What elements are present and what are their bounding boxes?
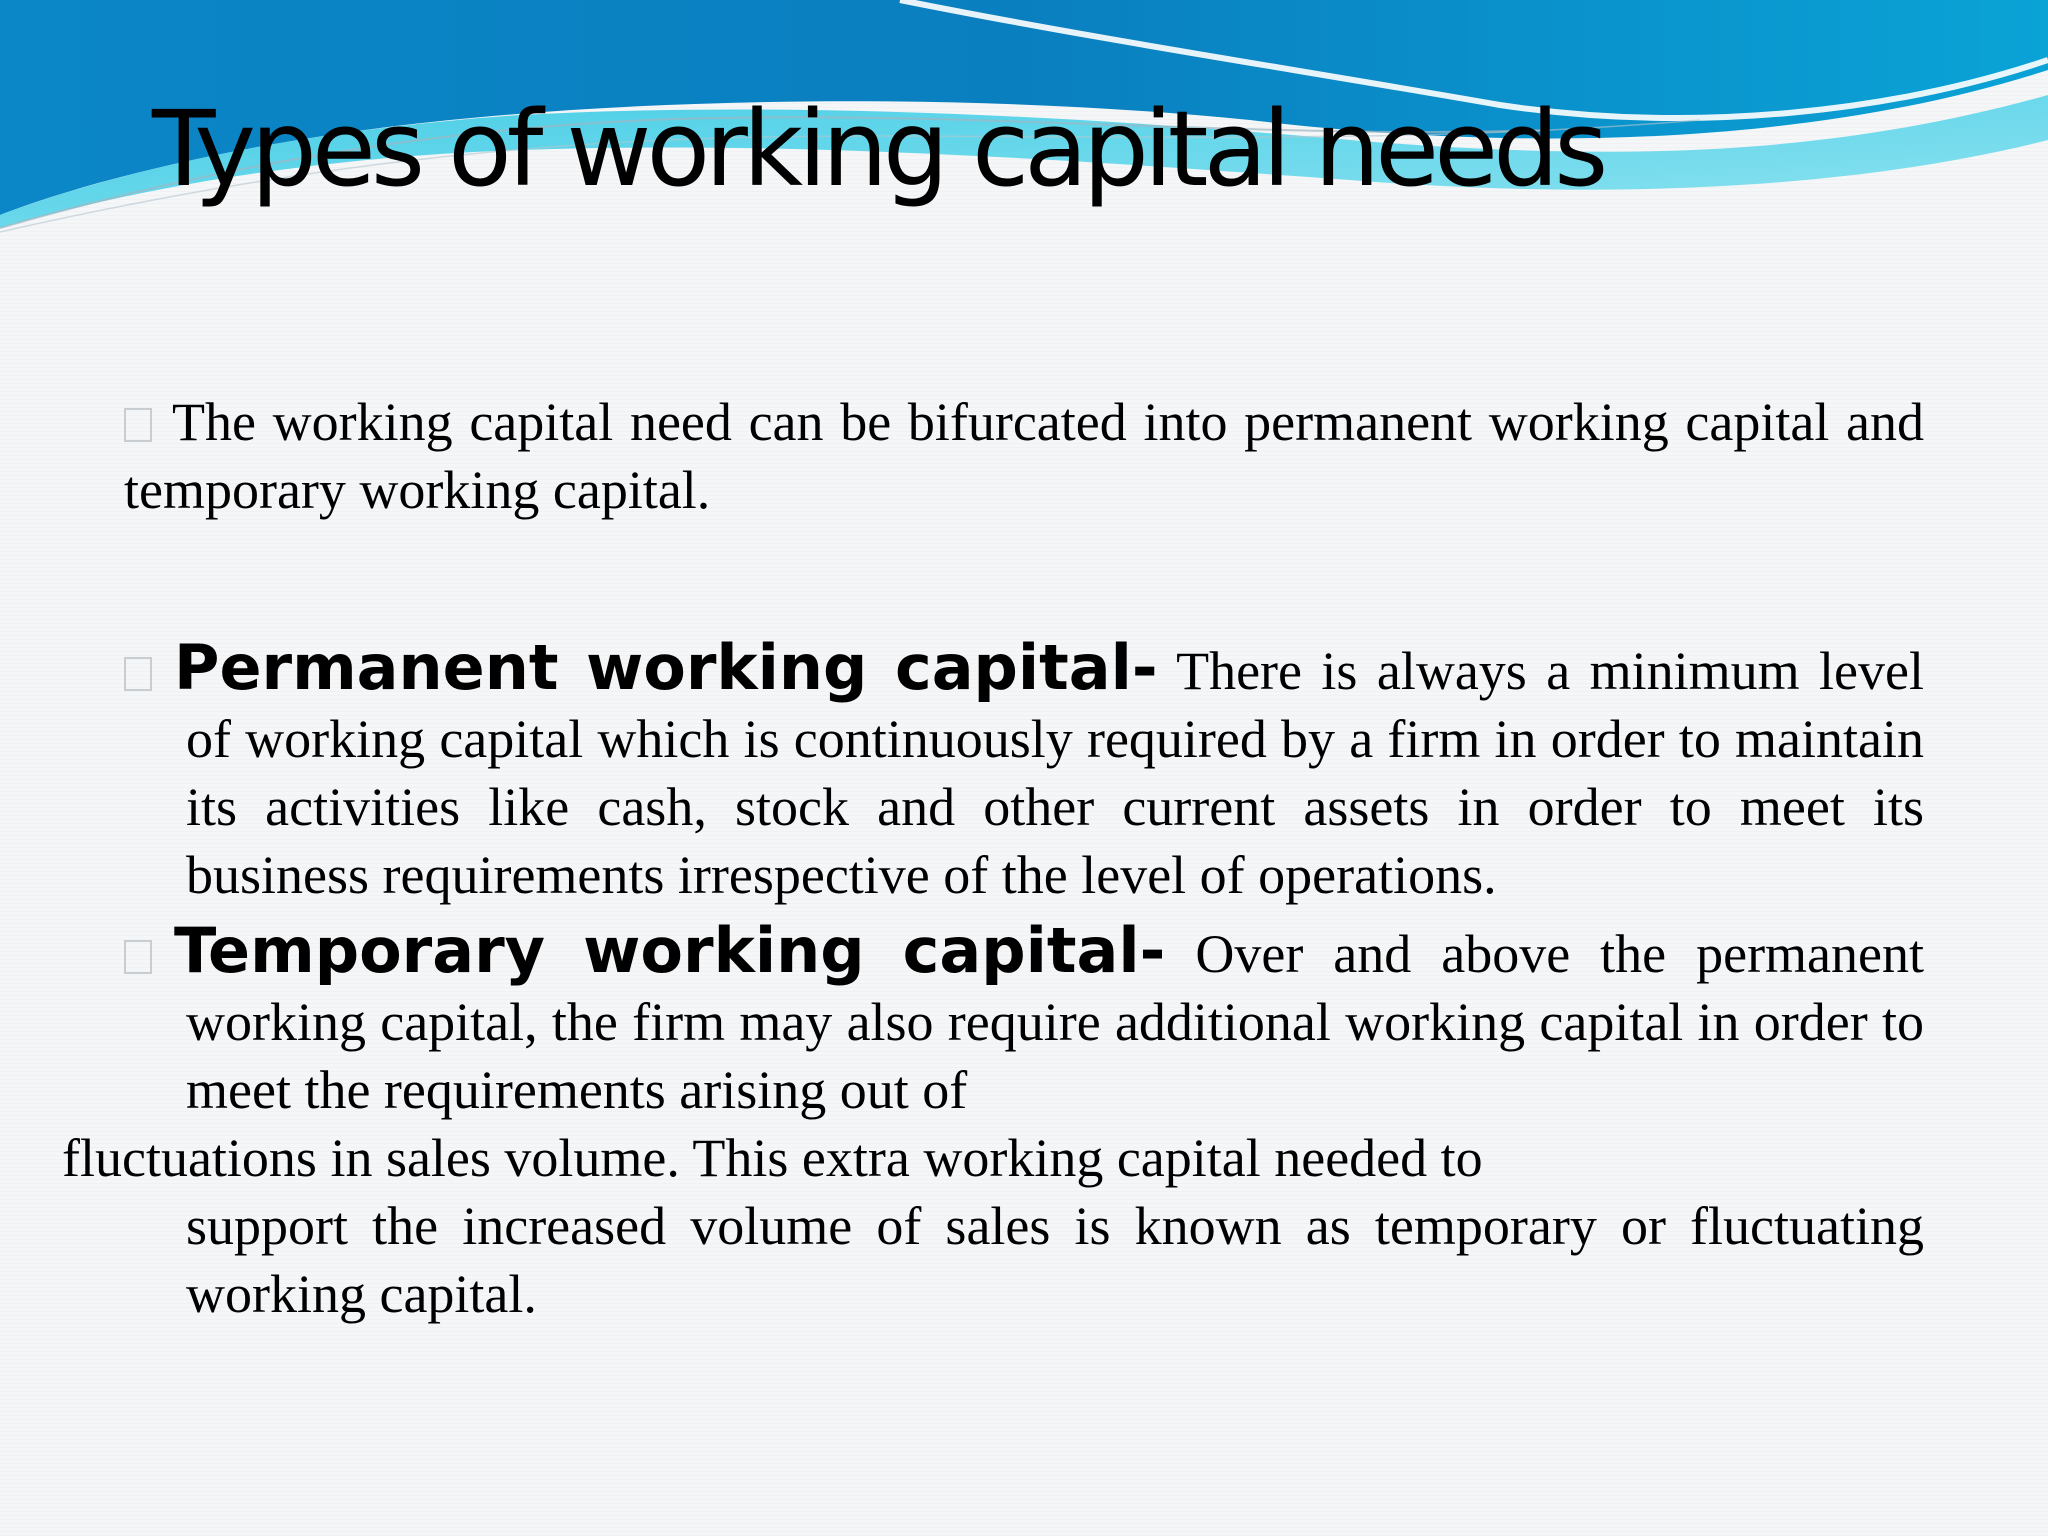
slide-title: Types of working capital needs (152, 88, 1604, 210)
slide-body (62, 388, 1925, 1328)
intro-paragraph (124, 388, 1924, 524)
temporary-text-3: support the increased volume of sales is known as temporary or fluctuating working capital. (186, 1196, 1924, 1324)
permanent-term: Permanent working capital- (174, 631, 1158, 704)
permanent-text: There is always a minimum level of working capital which is continuously required by a firm in order to maintain its activities like cash, stock and other current assets in order to meet its business requirements irrespective of the level of operations. (186, 641, 1924, 905)
temporary-text-2: fluctuations in sales volume. This extra working capital needed to (62, 1128, 1483, 1188)
temporary-text-1: Over and above the permanent working capital, the firm may also require additional working capital in order to meet the requirements arising out of (186, 924, 1925, 1120)
temporary-paragraph (62, 914, 1925, 1328)
temporary-term: Temporary working capital- (174, 914, 1166, 987)
intro-text: The working capital need can be bifurcated into permanent working capital and temporary working capital. (124, 392, 1924, 520)
checkbox-square-icon (124, 657, 152, 691)
permanent-paragraph (124, 631, 1924, 909)
checkbox-square-icon (124, 940, 152, 974)
checkbox-square-icon (124, 408, 152, 442)
